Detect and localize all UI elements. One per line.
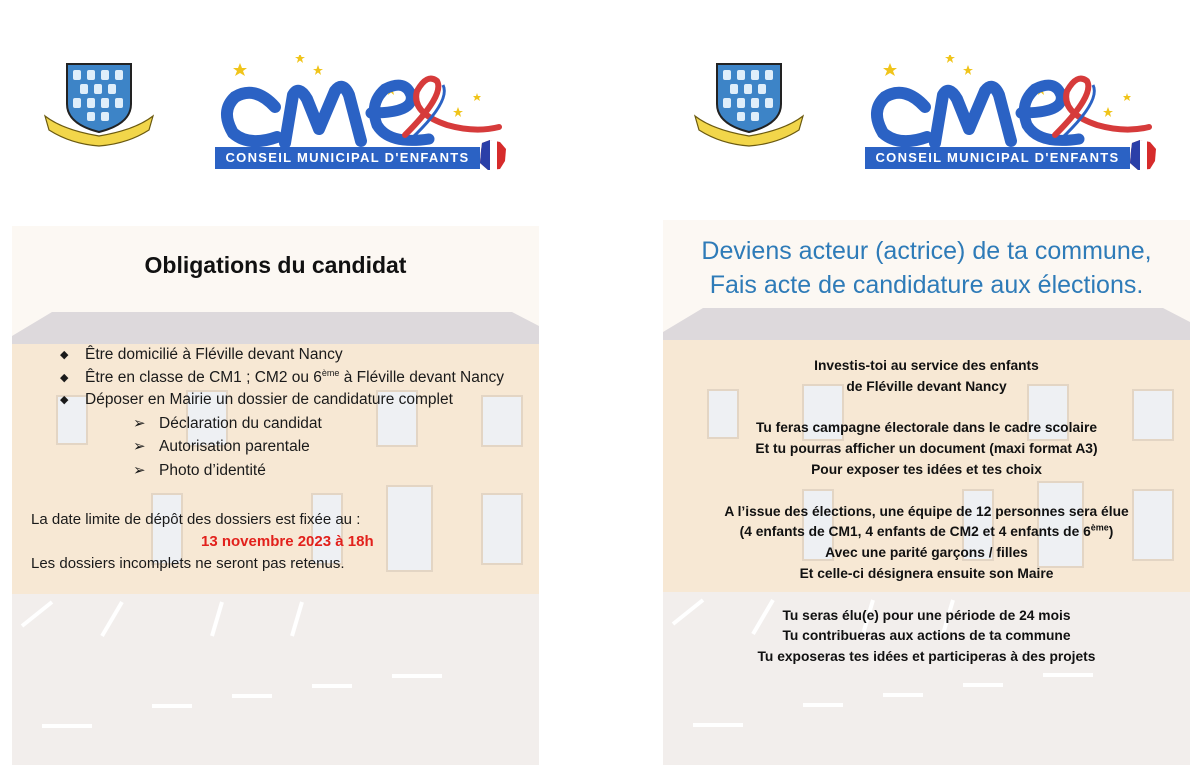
deadline-note: Les dossiers incomplets ne seront pas retenus. [31, 555, 345, 572]
panel-title: Obligations du candidat [144, 252, 407, 278]
diamond-bullet-icon: ◆ [60, 394, 69, 406]
arrow-bullet-icon: ➢ [133, 438, 146, 455]
body-line: Tu contribueras aux actions de ta commune [782, 628, 1071, 644]
body-line: A l’issue des élections, une équipe de 12 personnes sera élue [724, 503, 1129, 519]
body-line: (4 enfants de CM1, 4 enfants de CM2 et 4 enfants de 6 [739, 524, 1091, 540]
body-line: Tu exposeras tes idées et participeras à des projets [757, 649, 1096, 665]
arrow-bullet-icon: ➢ [133, 461, 146, 479]
paragraph [663, 502, 1190, 585]
obligations-list [57, 344, 539, 482]
sub-list-item [57, 459, 539, 483]
list-item-text: Être domicilié à Fléville devant Nancy [85, 346, 343, 363]
cme-logo [215, 55, 510, 165]
body-line: Pour exposer tes idées et tes choix [811, 461, 1042, 477]
cme-banner-text: CONSEIL MUNICIPAL D'ENFANTS [865, 147, 1130, 169]
deadline-date: 13 novembre 2023 à 18h [201, 533, 374, 550]
diamond-bullet-icon: ◆ [60, 371, 69, 384]
list-item-text: Être en classe de CM1 ; CM2 ou 6 [85, 368, 322, 386]
dossier-contents-list [57, 412, 539, 483]
paragraph [663, 418, 1190, 480]
body-line: Et tu pourras afficher un document (maxi format A3) [755, 441, 1098, 457]
list-item [57, 344, 539, 367]
paragraph [663, 606, 1190, 668]
call-body [663, 356, 1190, 689]
call-for-candidates-panel [663, 220, 1190, 765]
paragraph [663, 356, 1190, 398]
deadline-block [31, 509, 531, 575]
list-item-text: à Fléville devant Nancy [339, 368, 504, 386]
france-map-icon [478, 139, 508, 171]
sub-list-container [57, 412, 539, 483]
cme-letters-icon [215, 55, 510, 150]
body-line: Tu feras campagne électorale dans le cadre scolaire [756, 420, 1097, 436]
sub-list-item-text: Photo d’identité [159, 461, 266, 479]
cme-banner-text: CONSEIL MUNICIPAL D'ENFANTS [215, 147, 480, 169]
title-line: Fais acte de candidature aux élections. [709, 271, 1144, 299]
coat-of-arms-icon [693, 60, 805, 150]
sub-list-item [57, 435, 539, 459]
diamond-bullet-icon: ◆ [60, 349, 69, 361]
body-line: Tu seras élu(e) pour une période de 24 mois [782, 607, 1071, 623]
list-item-text: Déposer en Mairie un dossier de candidature complet [85, 391, 453, 408]
list-item [57, 389, 539, 412]
sub-list-item-text: Déclaration du candidat [159, 414, 322, 432]
panel-title [663, 234, 1190, 302]
body-line: Investis-toi au service des enfants [814, 358, 1039, 373]
sub-list-item-text: Autorisation parentale [159, 438, 310, 455]
town-hall-photo [12, 226, 539, 765]
title-line: Deviens acteur (actrice) de ta commune, [701, 237, 1152, 265]
candidate-obligations-panel [12, 226, 539, 765]
france-map-icon [1128, 139, 1158, 171]
superscript: ème [1090, 522, 1109, 533]
list-item [57, 367, 539, 390]
body-line: Avec une parité garçons / filles [825, 545, 1028, 561]
body-line: Et celle-ci désignera ensuite son Maire [799, 565, 1054, 581]
deadline-intro: La date limite de dépôt des dossiers est fixée au : [31, 511, 361, 528]
coat-of-arms-icon [43, 60, 155, 150]
body-line: ) [1108, 524, 1114, 540]
right-poster-page [650, 0, 1200, 765]
sub-list-item [57, 412, 539, 436]
cme-letters-icon [865, 55, 1160, 150]
cme-logo [865, 55, 1160, 165]
body-line: de Fléville devant Nancy [846, 378, 1007, 394]
arrow-bullet-icon: ➢ [133, 414, 146, 432]
superscript: ème [321, 367, 340, 378]
